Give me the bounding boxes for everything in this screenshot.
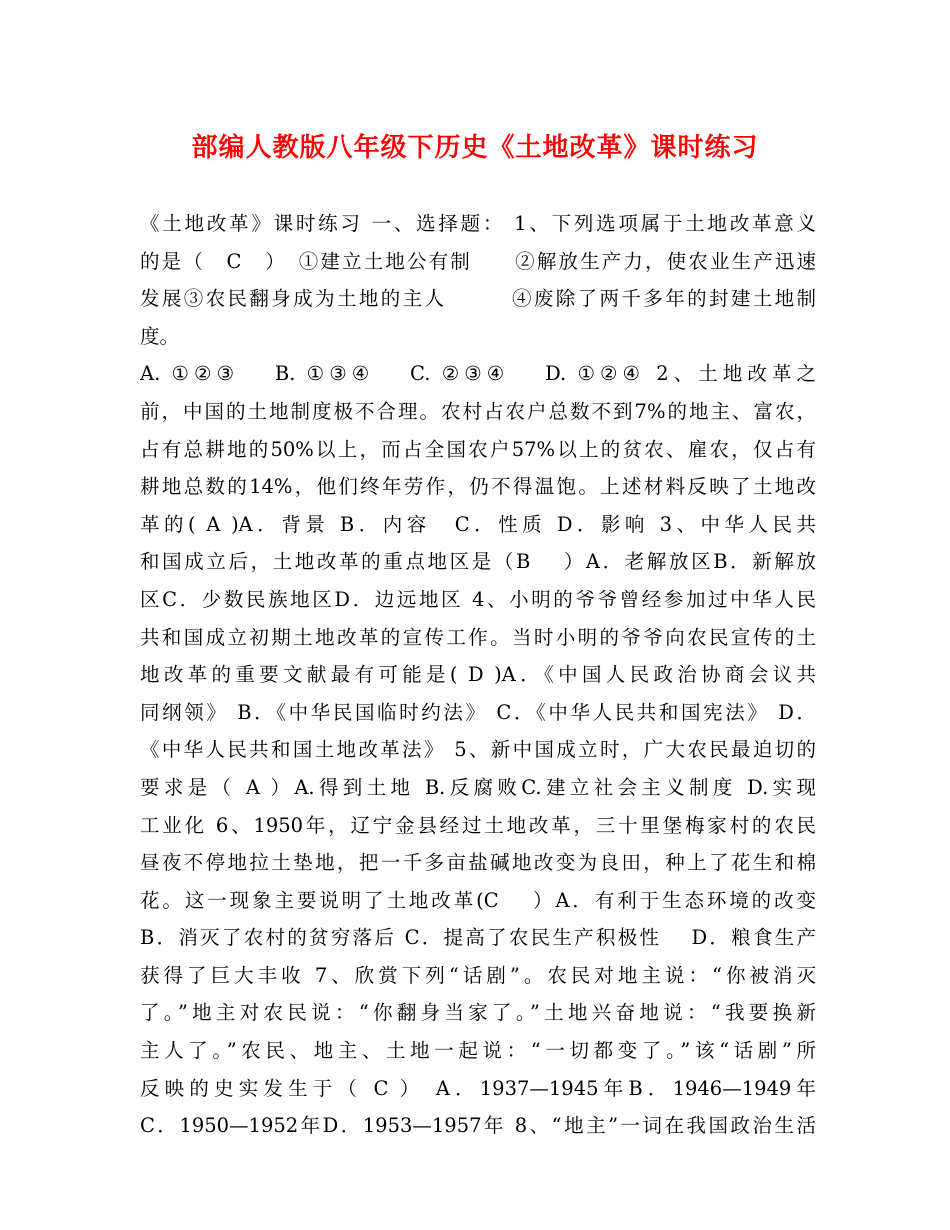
body-line: 占有总耕地的50%以上，而占全国农户57%以上的贫农、雇农，仅占有 bbox=[140, 437, 816, 461]
body-line: A. ①②③ B. ①③④ C. ②③④ D. ①②④ 2、土地改革之 bbox=[140, 362, 816, 386]
body-line: C．1950—1952年D．1953—1957年 8、“地主”一词在我国政治生活 bbox=[140, 1114, 816, 1138]
body-line: 《中华人民共和国土地改革法》 5、新中国成立时，广大农民最迫切的 bbox=[140, 738, 816, 762]
body-line: 前，中国的土地制度极不合理。农村占农户总数不到7%的地主、富农， bbox=[140, 399, 816, 423]
body-line: 工业化 6、1950年，辽宁金县经过土地改革，三十里堡梅家村的农民 bbox=[140, 813, 816, 837]
body-line: 度。 bbox=[140, 324, 180, 348]
body-line: 花。这一现象主要说明了土地改革(C ）A．有利于生态环境的改变 bbox=[140, 888, 816, 912]
body-line: B．消灭了农村的贫穷落后 C．提高了农民生产积极性 D．粮食生产 bbox=[140, 926, 816, 950]
document-title: 部编人教版八年级下历史《土地改革》课时练习 bbox=[191, 133, 759, 163]
body-line: 地改革的重要文献最有可能是( D )A．《中国人民政治协商会议共 bbox=[140, 663, 816, 687]
body-line: 《土地改革》课时练习 一、选择题： 1、下列选项属于土地改革意义 bbox=[140, 212, 816, 235]
body-line: 反映的史实发生于（ C ） A．1937—1945年B．1946—1949年 bbox=[140, 1076, 816, 1100]
body-line: 同纲领》 B．《中华民国临时约法》 C．《中华人民共和国宪法》 D． bbox=[140, 700, 816, 724]
body-line: 昼夜不停地拉土垫地，把一千多亩盐碱地改变为良田，种上了花生和棉 bbox=[140, 851, 816, 875]
body-line: 区C．少数民族地区D．边远地区 4、小明的爷爷曾经参加过中华人民 bbox=[140, 587, 816, 611]
body-line: 和国成立后，土地改革的重点地区是（B ）A．老解放区B．新解放 bbox=[140, 550, 816, 574]
body-line: 革的( A )A．背景 B．内容 C．性质 D．影响 3、中华人民共 bbox=[140, 512, 816, 536]
body-line: 要求是（ A ）A.得到土地 B.反腐败C.建立社会主义制度 D.实现 bbox=[140, 775, 816, 799]
body-line: 了。”地主对农民说：“你翻身当家了。”土地兴奋地说：“我要换新 bbox=[140, 1001, 816, 1025]
body-line: 的是（ C ） ①建立土地公有制 ②解放生产力，使农业生产迅速 bbox=[140, 249, 816, 273]
document-body bbox=[140, 205, 816, 1145]
body-line: 获得了巨大丰收 7、欣赏下列“话剧”。农民对地主说：“你被消灭 bbox=[140, 963, 816, 987]
body-line: 共和国成立初期土地改革的宣传工作。当时小明的爷爷向农民宣传的土 bbox=[140, 625, 816, 649]
body-line: 发展③农民翻身成为土地的主人 ④废除了两千多年的封建土地制 bbox=[140, 287, 816, 311]
body-line: 耕地总数的14%，他们终年劳作，仍不得温饱。上述材料反映了土地改 bbox=[140, 475, 816, 499]
body-line: 主人了。”农民、地主、土地一起说：“一切都变了。”该“话剧”所 bbox=[140, 1039, 816, 1063]
